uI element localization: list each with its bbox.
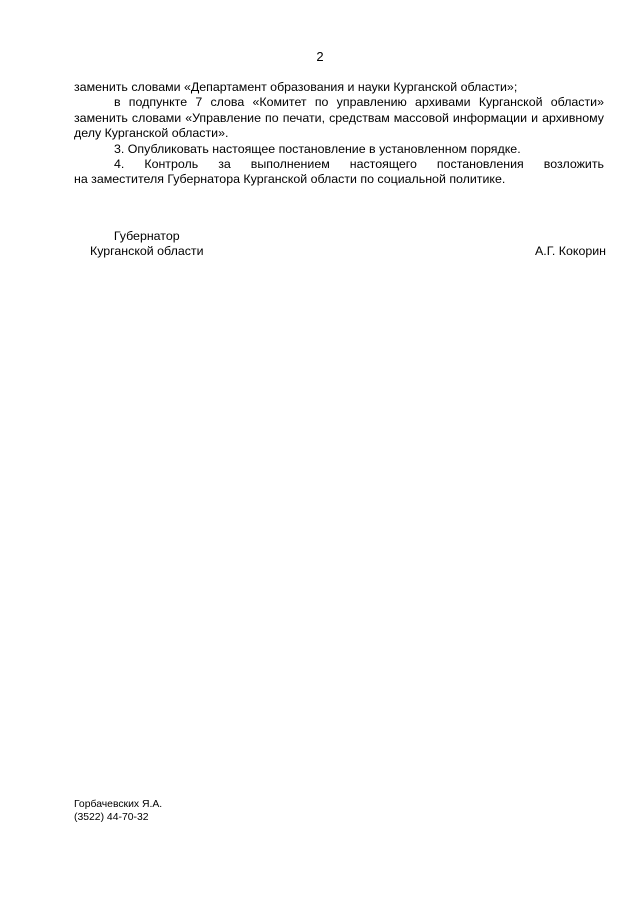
- signature-block: [74, 229, 606, 263]
- signatory-name: А.Г. Кокорин: [534, 244, 606, 258]
- paragraph-publish: 3. Опубликовать настоящее постановление в установленном порядке.: [114, 141, 521, 156]
- signatory-title-line2: Курганской области: [90, 244, 204, 259]
- document-body: [74, 80, 604, 188]
- signatory-title: [90, 229, 204, 260]
- paragraph-control: 4. Контроль за выполнением настоящего постановления возложить: [114, 157, 604, 172]
- executor-info: [74, 798, 162, 824]
- paragraph-subpoint-7: в подпункте 7 слова «Комитет по управлению архивами Курганской области» заменить словами «Управление по печати, средствам массовой информации и архивному делу Курганской области».: [74, 95, 604, 141]
- executor-phone: (3522) 44-70-32: [74, 812, 149, 823]
- paragraph-control-continued: на заместителя Губернатора Курганской области по социальной политике.: [74, 172, 506, 187]
- paragraph-replace-department: заменить словами «Департамент образования и науки Курганской области»;: [74, 80, 518, 94]
- signatory-title-line1: Губернатор: [113, 229, 180, 243]
- executor-name: Горбачевских Я.А.: [74, 799, 163, 810]
- page-number: 2: [316, 49, 324, 64]
